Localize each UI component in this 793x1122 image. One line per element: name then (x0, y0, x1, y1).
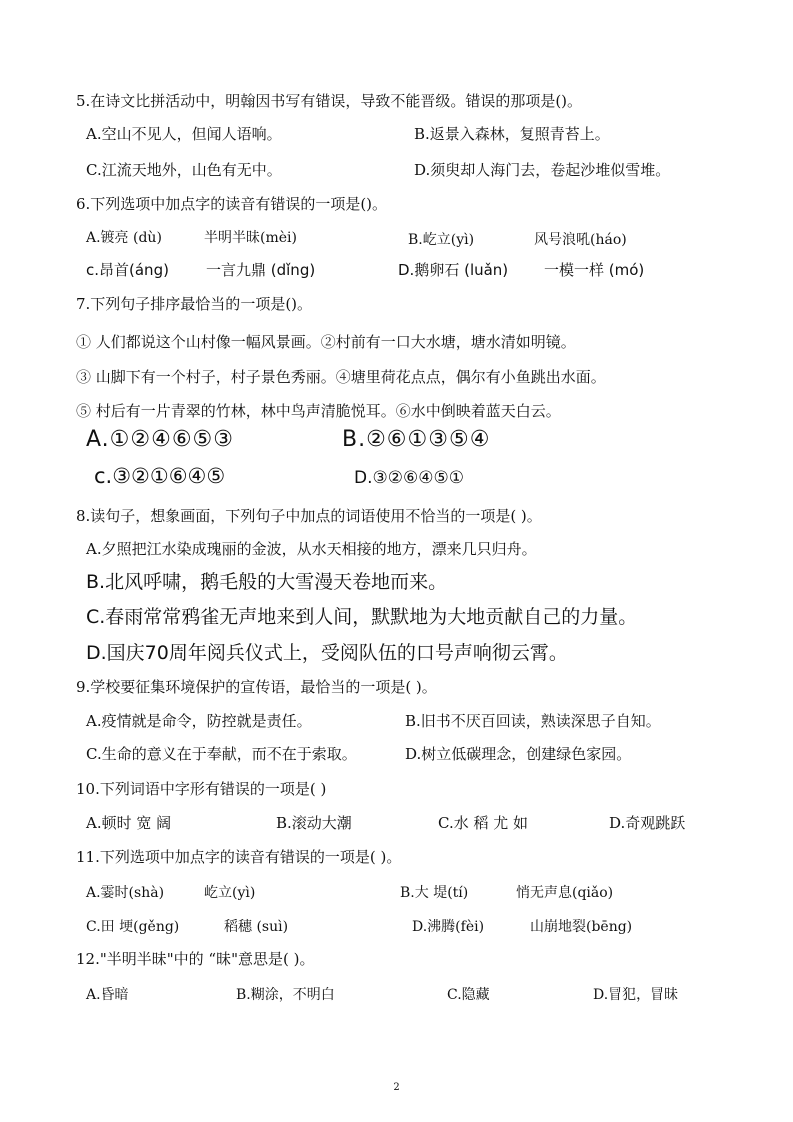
option-b-word-2: 悄无声息(qiǎo) (516, 885, 614, 901)
sentence-line-3: ⑤ 村后有一片青翠的竹林，林中鸟声清脆悦耳。⑥水中倒映着蓝天白云。 (76, 402, 561, 420)
question-5-stem: 5.在诗文比拼活动中，明翰因书写有错误，导致不能晋级。错误的那项是()。 (76, 92, 583, 110)
option-d: D.须臾却人海门去，卷起沙堆似雪堆。 (414, 161, 671, 179)
option-b: B.返景入森林，复照青苔上。 (414, 125, 610, 143)
question-10-stem: 10.下列词语中字形有错误的一项是( ) (76, 780, 327, 798)
option-d: D.冒犯，冒昧 (593, 987, 679, 1003)
sentence-line-1: ① 人们都说这个山村像一幅风景画。②村前有一口大水塘，塘水清如明镜。 (76, 333, 576, 351)
question-7-stem: 7.下列句子排序最恰当的一项是()。 (76, 295, 313, 313)
option-a: A.夕照把江水染成瑰丽的金波，从水天相接的地方，漂来几只归舟。 (86, 540, 537, 558)
option-a-word-1: A.镀亮 (dù) (86, 230, 162, 246)
option-b-word-2: 风号浪吼(háo) (534, 232, 627, 248)
option-c: C.水 稻 尤 如 (438, 814, 529, 832)
question-8-stem: 8.读句子，想象画面，下列句子中加点的词语使用不恰当的一项是( )。 (76, 507, 542, 525)
option-a: A.①②④⑥⑤③ (86, 427, 234, 452)
option-a-word-1: A.霎时(shà) (86, 885, 165, 901)
option-b: B.滚动大潮 (276, 814, 352, 832)
option-b: B.旧书不厌百回读，熟读深思子自知。 (405, 712, 661, 730)
option-a: A.昏暗 (86, 987, 129, 1003)
page-number: 2 (393, 1082, 400, 1093)
option-b: B.②⑥①③⑤④ (342, 427, 491, 452)
option-b-word-1: B.屹立(yì) (408, 232, 475, 248)
option-d: D.树立低碳理念，创建绿色家园。 (405, 745, 632, 763)
option-c-word-2: 一言九鼎 (dǐng) (206, 261, 316, 279)
option-a-word-2: 半明半昧(mèi) (204, 230, 297, 246)
option-c-word-2: 稻穗 (suì) (224, 919, 289, 935)
option-a: A.顿时 宽 阔 (86, 814, 172, 832)
option-a: A.空山不见人，但闻人语响。 (86, 125, 282, 143)
option-c: C.隐藏 (447, 987, 490, 1003)
question-6-stem: 6.下列选项中加点字的读音有错误的一项是()。 (76, 195, 388, 213)
option-c: c.③②①⑥④⑤ (94, 464, 226, 488)
option-b: B.北风呼啸，鹅毛般的大雪漫天卷地而来。 (86, 571, 448, 593)
question-12-stem: 12."半明半昧"中的 “昧"意思是( )。 (76, 950, 315, 968)
option-c-word-1: c.昂首(áng) (86, 261, 169, 279)
option-c: C.春雨常常鸦雀无声地来到人间，默默地为大地贡献自己的力量。 (86, 606, 638, 628)
question-9-stem: 9.学校要征集环境保护的宣传语，最恰当的一项是( )。 (76, 678, 437, 696)
sentence-line-2: ③ 山脚下有一个村子，村子景色秀丽。④塘里荷花点点，偶尔有小鱼跳出水面。 (76, 368, 606, 386)
option-a-word-2: 屹立(yì) (204, 885, 256, 901)
option-d-word-2: 山崩地裂(bēng) (530, 919, 633, 935)
option-d-word-2: 一模一样 (mó) (544, 261, 645, 279)
option-d: D.国庆70周年阅兵仪式上，受阅队伍的口号声响彻云霄。 (86, 642, 568, 664)
option-b: B.糊涂，不明白 (236, 987, 335, 1003)
option-d: D.③②⑥④⑤① (354, 468, 464, 488)
option-c: C.江流天地外，山色有无中。 (86, 161, 282, 179)
option-d-word-1: D.沸腾(fèi) (412, 919, 485, 935)
question-11-stem: 11.下列选项中加点字的读音有错误的一项是( )。 (76, 848, 402, 866)
option-c-word-1: C.田 埂(gěng) (86, 919, 180, 935)
option-d-word-1: D.鹅卵石 (luǎn) (398, 261, 509, 279)
option-a: A.疫情就是命令，防控就是责任。 (86, 712, 312, 730)
option-b-word-1: B.大 堤(tí) (400, 885, 469, 901)
option-c: C.生命的意义在于奉献，而不在于索取。 (86, 745, 357, 763)
option-d: D.奇观跳跃 (609, 814, 686, 832)
